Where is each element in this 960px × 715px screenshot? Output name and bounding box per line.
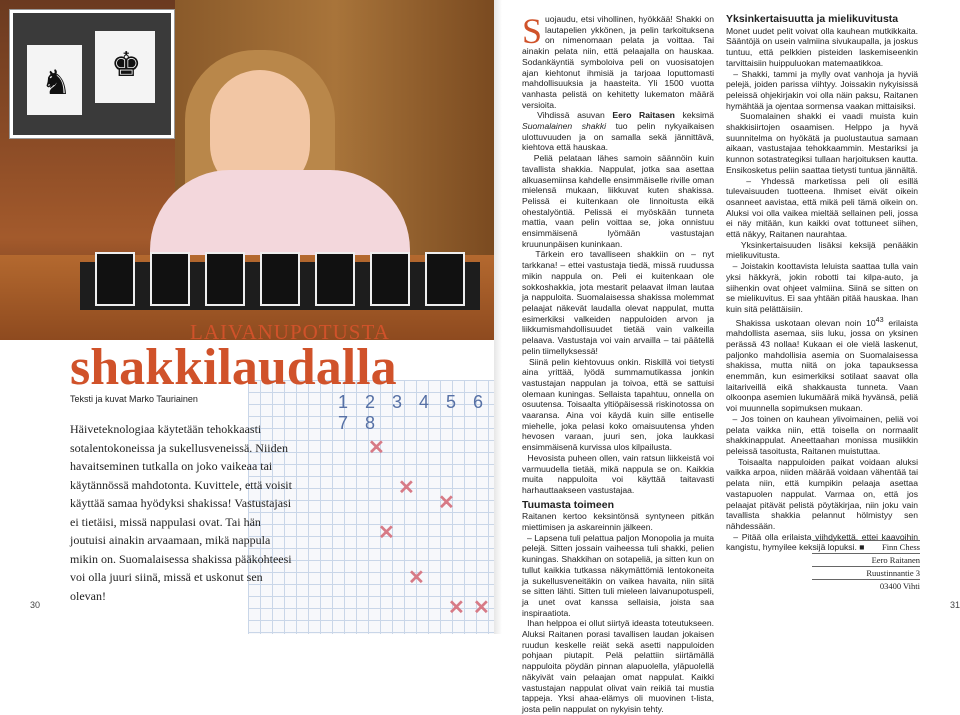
chess-piece bbox=[315, 252, 355, 306]
address-line: Finn Chess bbox=[812, 540, 920, 553]
cross-mark-icon: ✕ bbox=[438, 492, 455, 514]
chess-piece bbox=[205, 252, 245, 306]
page-number-right: 31 bbox=[950, 600, 960, 610]
paragraph: Tärkein ero tavalliseen shakkiin on – nyt tarkkana! – ettei vastustaja tiedä, missä ruudussa mikin nappula on. Peli ei kuitenkaan ole sokkoshakkia, jota mestarit pelaavat ilman lautaa ja nappuloita. Suomalaisessa shakissa molemmat pelaajat näkevät laudalla olevat nappulat, mutta esimerkiksi valkeiden nappuloiden arvon ja liikkumismahdollisuudet tietää vain valkeilla pelaava. Vastustaja voi vain arvailla – tai päätellä pelin tiimellyksessä! bbox=[522, 249, 715, 356]
inset-photo-chess-pieces bbox=[10, 10, 174, 138]
article-headline: shakkilaudalla bbox=[70, 339, 397, 396]
drop-cap: S bbox=[522, 11, 543, 51]
grid-numbers: 1 2 3 4 5 6 7 8 bbox=[338, 392, 490, 433]
paragraph: Vihdissä asuvan Eero Raitasen keksimä Suomalainen shakki tuo pelin nykyaikaisen ulottuvuuden ja on samalla sekä jännittävä, kiehtova että hauskaa. bbox=[522, 110, 715, 153]
paragraph: – Shakki, tammi ja mylly ovat vanhoja ja hyviä pelejä, joiden parissa viihtyy. Joissakin nykyisissä peleissä ohjekirjakin voi olla näin paksu, Raitanen hymähtää ja ojentaa sormensa vaakan mittaisiksi. bbox=[726, 68, 919, 111]
paragraph: Siinä pelin kiehtovuus onkin. Riskillä voi tietysti aina yrittää, lyödä summamutikassa jonkin vastustajan nappulan ja toivoa, että se sattuisi olemaan kuningas. Sellaista tapahtuu, onnella on osuutensa. Toisaalta yltiöpäisessä riskinotossa on vaaransa. Aina voi käydä kuin sille entiselle miehelle, joka pelasi koko omaisuutensa yhden hevosen varaan, juuri sen, joka laukkasi ensimmäisenä kurvissa ulos kilpailusta. bbox=[522, 356, 714, 453]
paragraph: – Lapsena tuli pelattua paljon Monopolia ja muita pelejä. Sitten jossain vaiheessa tuli shakki, pelien kuningas. Shakkihan on sotapeliä, ja sitten kun on tullut kaikkia tutkassa näkymättömiä lentokoneita ja sukellusveneitäkin on vaikea havaita, niin siitä se sitten lähti. Sitten tuli mieleen laivanupotuspeli, ja unet ovat kanssa sellaisia, joista saa inspiraatiota. bbox=[522, 532, 715, 618]
chess-piece bbox=[260, 252, 300, 306]
paragraph: Suojaudu, etsi vihollinen, hyökkää! Shakki on lautapelien ykkönen, ja pelin tarkoituksena on nimenomaan pelata ja voittaa. Tai ainakin pelata niin, että pelaajalla on hauskaa. Sodankäyntiä symboloiva peli on vuosisatojen ajan kiehtonut ihmisiä ja tarjoaa loputtomasti mahdollisuuksia ja haasteita. Yli 1500 vuotta vanhasta pelistä on kehitetty lukematon määrä versioita. bbox=[522, 11, 714, 110]
cross-mark-icon: ✕ bbox=[448, 597, 465, 619]
knight-icon: ♞ bbox=[41, 64, 72, 102]
section-subhead: Yksinkertaisuutta ja mielikuvitusta bbox=[726, 13, 899, 25]
paragraph: – Pitää olla erilaista viihdykettä, ettei kaavoihin kangistu, hymyilee keksijä lopuksi. ■ bbox=[726, 531, 918, 553]
address-line: Ruustinnantie 3 bbox=[812, 566, 920, 579]
chess-piece bbox=[95, 252, 135, 306]
paragraph: Hevosista puheen ollen, vain ratsun liikkeistä voi varmuudella tietää, mikä nappula se on. Kaikkia muita nappuloita voi käyttää taitavasti harhauttaakseen vastustajaa. bbox=[522, 452, 714, 495]
article-column-2 bbox=[726, 14, 918, 553]
chess-piece bbox=[425, 252, 465, 306]
article-lead: Häiveteknologiaa käytetään tehokkaasti sotalentokoneissa ja sukellusveneissä. Niiden havaitseminen tutkalla on joko vaikeaa tai käytännössä mahdotonta. Kuvittele, että voisit käyttää samaa hyödyksi shakissa! Vastustajasi ei tietäisi, missä nappulasi ovat. Tai hän joutuisi ainakin arvaamaan, mikä nappula mikin on. Suomalaisessa shakissa pääkohteesi voi olla juuri siinä, missä et uskonut sen olevan! bbox=[70, 422, 292, 603]
page-number-left: 30 bbox=[30, 600, 41, 610]
cross-mark-icon: ✕ bbox=[398, 477, 415, 499]
paragraph: Ihan helppoa ei ollut siirtyä ideasta toteutukseen. Aluksi Raitanen porasi tavallisen laudan jokaisen ruudun keskelle reiät sekä asetti nappuloiden pohjaan piutapit. Pelä pelattiin siirtämällä nappuloita pöydän pinnan alapuolella, yläpuolellä näkyivät vain pelaajan omat nappulat. Kaikki vastustajan nappulat olivat vain reikiä tai mustia tappeja. Yksi ahaa-elämys oli muovinen t-lista, josta pelin nappulat on nykyisin tehty. bbox=[522, 618, 714, 714]
paragraph: Shakissa uskotaan olevan noin $10^{43}$ erilaista mahdollista asemaa, siis luku, jossa on yksinen perässä 43 nollaa! Kukaan ei ole vielä laskenut, paljonko mahdollisia asemia on Suomalaisessa shakissa, mutta niitä on joka tapauksessa enemmän, kun esimerkiksi sotilaat saavat olla laitariveillä eikä shakkausta tunneta. Vaan olkoonpa asemien lukumäärä mikä hyvänsä, peliä voi muunnella sopimuksen mukaan. bbox=[726, 315, 919, 414]
address-line: 03400 Vihti bbox=[812, 579, 920, 592]
game-title: Suomalainen shakki bbox=[522, 121, 607, 132]
paragraph: – Jos toinen on kauhean ylivoimainen, peliä voi pelata vaikka niin, että toisella on normaalit shakkinappulat. Aneettaahan monissa musiikkin peleissä tasoitusta, Raitanen muistuttaa. bbox=[726, 413, 918, 456]
article-byline: Teksti ja kuvat Marko Tauriainen bbox=[70, 394, 198, 404]
paragraph: Raitanen kertoo keksintönsä syntyneen pitkän miettimisen ja askareinnin jälkeen. bbox=[522, 511, 714, 533]
address-line: Eero Raitanen bbox=[812, 553, 920, 566]
chess-piece bbox=[370, 252, 410, 306]
paragraph: Monet uudet pelit voivat olla kauhean mutkikkaita. Sääntöjä on usein valmiina sivukaupalla, ja joskus tuntuu, että pelkkien pisteiden laskemiseenkin tarvittaisiin huippuluokan matemaatikkoa. bbox=[726, 25, 918, 68]
name-highlight: Eero Raitasen bbox=[612, 110, 675, 121]
paragraph: Peliä pelataan lähes samoin säännöin kuin tavallista shakkia. Nappulat, jotka saa asettaa alkuasemiinsa kahdelle ensimmäiselle riville oman mielensä mukaan, liikkuvat kuten shakissa. Pelissä ei kuitenkaan ole linnoitusta eikä ohestalyöntiä. Pelissä ei myöskään tunneta mattia, vaan pelin voittaa se, joka onnistuu ensimmäisenä lyömään vastustajan kruununpäisen kuninkaan. bbox=[522, 153, 714, 249]
cross-mark-icon: ✕ bbox=[408, 567, 425, 589]
contact-address bbox=[812, 540, 920, 592]
paragraph: – Joistakin koottavista leluista saattaa tulla vain yksi häkkyrä, jokin robotti tai kilpa-auto, ja siihenkin ovat ohjeet valmiina. Siinä se sitten on se mielikuvitus. Ei saa yhtään pitää hauskaa. Ihan kuin sitä pelättäisiin. bbox=[726, 261, 918, 314]
section-subhead: Tuumasta toimeen bbox=[522, 498, 614, 511]
page-gutter bbox=[494, 0, 502, 634]
paragraph: – Yhdessä marketissa peli oli esillä tulevaisuuden tuotteena. Ihmiset eivät oikein osanneet aavistaa, että mikä peli tämä oikein on. Aluksi voi olla vaikea mieltää sellainen peli, jossa ei näy mitään, kun kaikki ovat tottuneet siihen, että näkyy, Raitanen naurahtaa. bbox=[726, 175, 918, 240]
paragraph: Suomalainen shakki ei vaadi muista kuin shakkisiirtojen osaamisen. Helppo ja hyvä suunnitelma on hyökätä ja puolustautua samaan aikaan, vastustajaa tehokkaammin. Mestariksi ja kunnon sotastrategiksi tullaan harjoituksen kautta. Ensikosketus peliin saattaa tietysti tuntua jännältä. bbox=[726, 111, 918, 175]
article-column-1 bbox=[522, 11, 715, 715]
chess-piece bbox=[150, 252, 190, 306]
article-kicker: LAIVANUPOTUSTA bbox=[190, 320, 390, 344]
paragraph: Yksinkertaisuuden lisäksi keksijä penääkin mielikuvitusta. bbox=[726, 239, 918, 261]
king-icon: ♚ bbox=[111, 46, 142, 84]
paragraph: Toisaalta nappuloiden paikat voidaan aluksi vaikka arpoa, niiden määrää voidaan vähentää tai pelata niin, että kumpikin pelaaja asettaa vastapuolen nappulat. Varmaa on, että jos pelaajat pitävät pelistä pöytäkirjaa, niin joku vain tavallista shakkia pelannut hölmistyy sen nähdessään. bbox=[726, 456, 918, 531]
cross-mark-icon: ✕ bbox=[473, 597, 490, 619]
cross-mark-icon: ✕ bbox=[378, 522, 395, 544]
cross-mark-icon: ✕ bbox=[368, 437, 385, 459]
